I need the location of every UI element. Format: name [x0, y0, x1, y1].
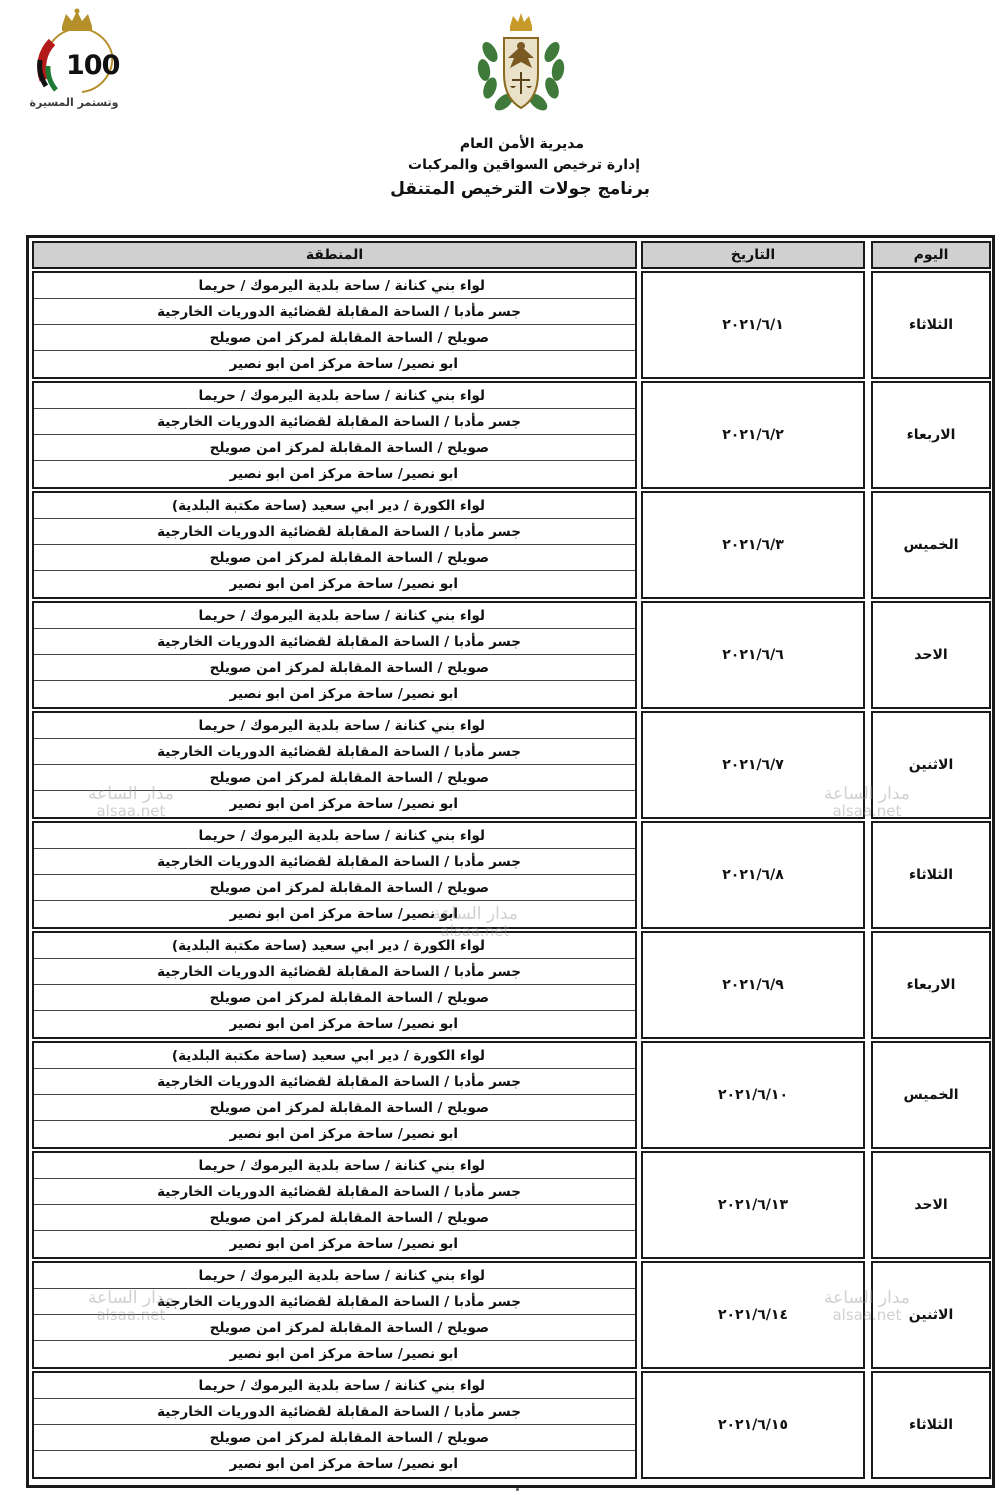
region-line: لواء بني كنانة / ساحة بلدية اليرموك / حريما [34, 1263, 635, 1289]
region-line: جسر مأدبا / الساحة المقابلة لقضائية الدوريات الخارجية [34, 849, 635, 875]
region-line: ابو نصير/ ساحة مركز امن ابو نصير [229, 1236, 458, 1252]
table-row [29, 931, 992, 1039]
region-line: صويلح / الساحة المقابلة لمركز امن صويلح [34, 545, 635, 571]
table-row [29, 1151, 992, 1259]
region-line: جسر مأدبا / الساحة المقابلة لقضائية الدوريات الخارجية [34, 519, 635, 545]
region-cell [32, 711, 637, 819]
region-line: ابو نصير/ ساحة مركز امن ابو نصير [229, 576, 458, 592]
date-cell: ٢٠٢١/٦/١٠ [641, 1041, 865, 1149]
region-line: جسر مأدبا / الساحة المقابلة لقضائية الدوريات الخارجية [34, 1399, 635, 1425]
region-line: ابو نصير/ ساحة مركز امن ابو نصير [229, 356, 458, 372]
region-line: لواء بني كنانة / ساحة بلدية اليرموك / حريما [34, 823, 635, 849]
region-cell [32, 931, 637, 1039]
date-cell: ٢٠٢١/٦/١ [641, 271, 865, 379]
date-cell: ٢٠٢١/٦/٣ [641, 491, 865, 599]
day-cell: الاحد [871, 601, 991, 709]
region-line: صويلح / الساحة المقابلة لمركز امن صويلح [34, 765, 635, 791]
region-cell [32, 1151, 637, 1259]
table-row [29, 491, 992, 599]
region-cell [32, 271, 637, 379]
region-line: صويلح / الساحة المقابلة لمركز امن صويلح [34, 325, 635, 351]
date-cell: ٢٠٢١/٦/٧ [641, 711, 865, 819]
day-cell: الاثنين [871, 711, 991, 819]
region-line: صويلح / الساحة المقابلة لمركز امن صويلح [34, 875, 635, 901]
watermark-arabic: مدار الساعة [824, 1288, 910, 1308]
date-cell: ٢٠٢١/٦/٢ [641, 381, 865, 489]
region-line: ابو نصير/ ساحة مركز امن ابو نصير [229, 796, 458, 812]
region-line: لواء بني كنانة / ساحة بلدية اليرموك / حريما [34, 1373, 635, 1399]
region-line: لواء الكورة / دير ابي سعيد (ساحة مكتبة البلدية) [34, 493, 635, 519]
date-cell: ٢٠٢١/٦/١٣ [641, 1151, 865, 1259]
region-line: صويلح / الساحة المقابلة لمركز امن صويلح [34, 1095, 635, 1121]
watermark-latin: alsaa.net [96, 1306, 166, 1324]
region-line: جسر مأدبا / الساحة المقابلة لقضائية الدوريات الخارجية [34, 1179, 635, 1205]
region-line: صويلح / الساحة المقابلة لمركز امن صويلح [34, 435, 635, 461]
watermark-latin: alsaa.net [96, 802, 166, 820]
region-line: جسر مأدبا / الساحة المقابلة لقضائية الدوريات الخارجية [34, 959, 635, 985]
day-cell: الاربعاء [871, 931, 991, 1039]
date-cell: ٢٠٢١/٦/٨ [641, 821, 865, 929]
region-line: صويلح / الساحة المقابلة لمركز امن صويلح [34, 655, 635, 681]
watermark-arabic: مدار الساعة [88, 1288, 174, 1308]
region-line: ابو نصير/ ساحة مركز امن ابو نصير [229, 1126, 458, 1142]
region-cell [32, 381, 637, 489]
region-line: جسر مأدبا / الساحة المقابلة لقضائية الدوريات الخارجية [34, 299, 635, 325]
table-row [29, 711, 992, 819]
centenary-logo [22, 8, 132, 120]
region-line: ابو نصير/ ساحة مركز امن ابو نصير [229, 1456, 458, 1472]
date-cell: ٢٠٢١/٦/١٥ [641, 1371, 865, 1479]
date-cell: ٢٠٢١/٦/٦ [641, 601, 865, 709]
day-cell: الثلاثاء [871, 271, 991, 379]
date-cell: ٢٠٢١/٦/١٤ [641, 1261, 865, 1369]
header-department: إدارة ترخيص السواقين والمركبات [408, 157, 640, 173]
region-line: جسر مأدبا / الساحة المقابلة لقضائية الدوريات الخارجية [34, 1069, 635, 1095]
region-cell [32, 1041, 637, 1149]
region-line: ابو نصير/ ساحة مركز امن ابو نصير [229, 1346, 458, 1362]
region-line: صويلح / الساحة المقابلة لمركز امن صويلح [34, 1425, 635, 1451]
region-line: صويلح / الساحة المقابلة لمركز امن صويلح [34, 985, 635, 1011]
day-cell: الخميس [871, 1041, 991, 1149]
day-cell: الاحد [871, 1151, 991, 1259]
region-line: لواء بني كنانة / ساحة بلدية اليرموك / حريما [34, 273, 635, 299]
table-row [29, 821, 992, 929]
region-line: صويلح / الساحة المقابلة لمركز امن صويلح [34, 1205, 635, 1231]
header-cell-region: المنطقة [32, 241, 637, 269]
region-cell [32, 1371, 637, 1479]
region-line: لواء الكورة / دير ابي سعيد (ساحة مكتبة البلدية) [34, 933, 635, 959]
region-cell [32, 601, 637, 709]
watermark-arabic: مدار الساعة [824, 784, 910, 804]
watermark-latin: alsaa.net [832, 1306, 902, 1324]
watermark-arabic: مدار الساعة [432, 904, 518, 924]
day-cell: الخميس [871, 491, 991, 599]
centenary-number: 100 [66, 50, 120, 81]
region-cell [32, 1261, 637, 1369]
header-cell-day: اليوم [871, 241, 991, 269]
region-line: جسر مأدبا / الساحة المقابلة لقضائية الدوريات الخارجية [34, 409, 635, 435]
public-security-emblem [468, 12, 574, 118]
schedule-table [26, 235, 995, 1488]
region-cell [32, 491, 637, 599]
document-header [300, 134, 650, 202]
table-row [29, 271, 992, 379]
region-line: جسر مأدبا / الساحة المقابلة لقضائية الدوريات الخارجية [34, 629, 635, 655]
watermark-arabic: مدار الساعة [88, 784, 174, 804]
region-line: لواء بني كنانة / ساحة بلدية اليرموك / حريما [34, 383, 635, 409]
region-line: لواء بني كنانة / ساحة بلدية اليرموك / حريما [34, 713, 635, 739]
watermark-latin: alsaa.net [832, 802, 902, 820]
region-line: صويلح / الساحة المقابلة لمركز امن صويلح [34, 1315, 635, 1341]
region-line: ابو نصير/ ساحة مركز امن ابو نصير [229, 906, 458, 922]
region-line: ابو نصير/ ساحة مركز امن ابو نصير [229, 1016, 458, 1032]
region-line: ابو نصير/ ساحة مركز امن ابو نصير [229, 466, 458, 482]
region-cell [32, 821, 637, 929]
header-directorate: مديرية الأمن العام [459, 136, 584, 152]
day-cell: الاربعاء [871, 381, 991, 489]
region-line: لواء بني كنانة / ساحة بلدية اليرموك / حريما [34, 1153, 635, 1179]
day-cell: الاثنين [871, 1261, 991, 1369]
region-line: جسر مأدبا / الساحة المقابلة لقضائية الدوريات الخارجية [34, 1289, 635, 1315]
region-line: جسر مأدبا / الساحة المقابلة لقضائية الدوريات الخارجية [34, 739, 635, 765]
footer-dot [516, 1488, 519, 1491]
region-line: لواء الكورة / دير ابي سعيد (ساحة مكتبة البلدية) [34, 1043, 635, 1069]
region-line: ابو نصير/ ساحة مركز امن ابو نصير [229, 686, 458, 702]
day-cell: الثلاثاء [871, 1371, 991, 1479]
table-row [29, 1261, 992, 1369]
table-row [29, 1041, 992, 1149]
date-cell: ٢٠٢١/٦/٩ [641, 931, 865, 1039]
day-cell: الثلاثاء [871, 821, 991, 929]
header-title: برنامج جولات الترخيص المتنقل [390, 179, 650, 199]
centenary-slogan: وتستمر المسيرة [29, 96, 119, 109]
header-cell-date: التاريخ [641, 241, 865, 269]
table-row [29, 1371, 992, 1479]
watermark-latin: alsaa.net [440, 922, 510, 940]
region-line: لواء بني كنانة / ساحة بلدية اليرموك / حريما [34, 603, 635, 629]
table-row [29, 601, 992, 709]
table-row [29, 381, 992, 489]
public-security-emblem-icon [468, 12, 574, 118]
